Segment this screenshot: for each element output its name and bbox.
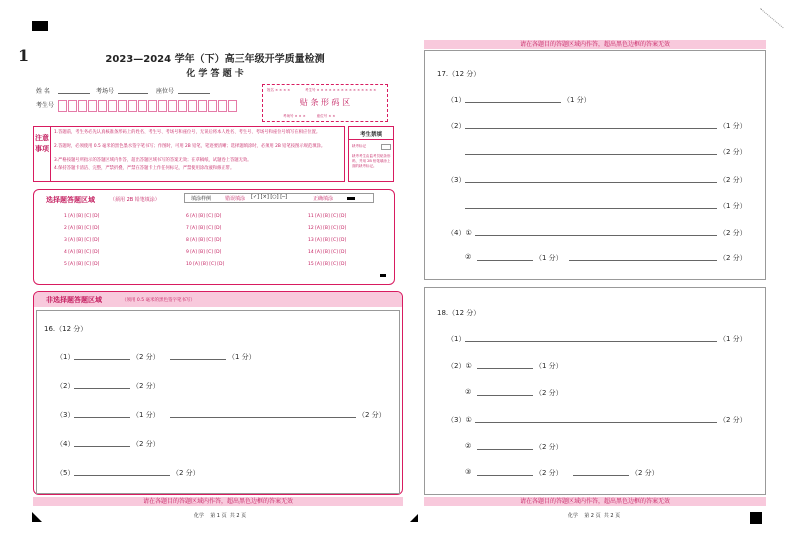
- choice-row[interactable]: 11 [A] [B] [C] [D]: [308, 214, 347, 219]
- q18-1-score: （1 分）: [719, 335, 747, 343]
- nonchoice-area: [33, 291, 403, 495]
- corner-mark-top-right: [759, 8, 783, 29]
- choice-row[interactable]: 1 [A] [B] [C] [D]: [64, 214, 100, 219]
- forbidden-box: [348, 126, 394, 182]
- choice-row[interactable]: 4 [A] [B] [C] [D]: [64, 250, 100, 255]
- q18-3c-blank-a[interactable]: [477, 475, 533, 476]
- page-title: 2023—2024 学年（下）高三年级开学质量检测: [105, 54, 325, 65]
- right-fill-icon: [347, 197, 355, 200]
- notice-item-3: 3.严格按题号所指示的答题区域内作答，超出答题区域书写的答案无效；在草稿纸、试题卷上答题无效。: [54, 158, 252, 163]
- q16-1-label: （1）: [56, 353, 75, 361]
- corner-mark-bottom-right: [750, 512, 762, 524]
- q17-1-score: （1 分）: [563, 96, 591, 104]
- q17-box: [424, 50, 766, 280]
- q16-box: [36, 310, 400, 494]
- name-field[interactable]: [58, 93, 90, 94]
- barcode-area: [262, 84, 388, 122]
- q17-4-blank-a[interactable]: [475, 235, 717, 236]
- exam-room-label: 考场号: [96, 88, 115, 95]
- page2-top-warning: 请在各题目的答题区域内作答，超出黑色边框的答案无效: [424, 40, 766, 49]
- q17-3-score-a: （2 分）: [719, 176, 747, 184]
- name-label: 姓 名: [36, 88, 50, 95]
- q16-5-score: （2 分）: [172, 469, 200, 477]
- q18-3b-score: （2 分）: [535, 443, 563, 451]
- q18-2-score: （1 分）: [535, 362, 563, 370]
- q16-4-label: （4）: [56, 440, 75, 448]
- q16-2-blank[interactable]: [74, 388, 130, 389]
- q17-4b-label: ②: [465, 253, 472, 261]
- q18-3-score: （2 分）: [719, 416, 747, 424]
- forbidden-text: 缺考考生由监考员贴条形码，并用 2B 铅笔填涂上面的缺考标记。: [352, 154, 391, 168]
- notice-item-1: 1.答题前，考生务必先认真核准条形码上的姓名、考生号、考场号和座位号，无误后将本人姓名、考生号、考场号和座位号填写在相应位置。: [54, 130, 321, 135]
- q17-4-score-a: （2 分）: [719, 229, 747, 237]
- seat-field[interactable]: [178, 93, 210, 94]
- q17-4b-score-a: （1 分）: [535, 254, 563, 262]
- barcode-top-left: 姓名 × × × ×: [267, 88, 291, 92]
- notice-item-2: 2.答题时，必须使用 0.5 毫米的黑色墨水签字笔书写；作图时，可用 2B 铅笔，笔迹要清晰；选择题填涂时，必须用 2B 铅笔按图示规范填涂。: [54, 144, 326, 149]
- q17-3-label: （3）: [447, 176, 466, 184]
- page2-footer: 化学 第 2 页 共 2 页: [567, 513, 621, 519]
- q16-2-score: （2 分）: [132, 382, 160, 390]
- q17-4-label: （4）①: [447, 229, 472, 237]
- q16-4-blank[interactable]: [74, 446, 130, 447]
- q18-2b-score: （2 分）: [535, 389, 563, 397]
- page-number: 1: [18, 46, 30, 65]
- q18-2b-blank[interactable]: [477, 395, 533, 396]
- fill-example-label: 填涂样例: [191, 196, 212, 202]
- q18-2b-label: ②: [465, 388, 472, 396]
- choice-title: 选择题答题区域: [46, 196, 95, 204]
- q18-3c-score-a: （2 分）: [535, 469, 563, 477]
- q17-2-blank-a[interactable]: [465, 128, 717, 129]
- q16-5-blank[interactable]: [74, 475, 170, 476]
- q16-2-label: （2）: [56, 382, 75, 390]
- wrong-fill-icons: [✓] [×] [○] [─]: [251, 194, 288, 200]
- q17-1-label: （1）: [447, 96, 466, 104]
- exam-room-field[interactable]: [118, 93, 148, 94]
- q17-3-blank-a[interactable]: [465, 182, 717, 183]
- q16-1-score-a: （2 分）: [132, 353, 160, 361]
- choice-row[interactable]: 3 [A] [B] [C] [D]: [64, 238, 100, 243]
- student-id-label: 考生号: [36, 102, 55, 109]
- q18-3-blank[interactable]: [475, 422, 717, 423]
- choice-row[interactable]: 13 [A] [B] [C] [D]: [308, 238, 347, 243]
- q18-3c-label: ③: [465, 468, 472, 476]
- notice-heading: 注意事项: [35, 134, 49, 153]
- absence-mark-box[interactable]: [381, 144, 391, 150]
- q18-3-label: （3）①: [447, 416, 472, 424]
- q17-4b-blank-b[interactable]: [569, 260, 717, 261]
- corner-mark-top-left: [32, 21, 48, 31]
- q18-box: [424, 287, 766, 495]
- student-id-boxes[interactable]: [58, 97, 238, 116]
- choice-note: （须用 2B 铅笔填涂）: [110, 197, 160, 203]
- q16-4-score: （2 分）: [132, 440, 160, 448]
- notice-item-4: 4.保持答题卡清洁、完整，严禁折叠，严禁在答题卡上作任何标记，严禁使用涂改液和修正带。: [54, 166, 235, 171]
- choice-row[interactable]: 15 [A] [B] [C] [D]: [308, 262, 347, 267]
- choice-row[interactable]: 5 [A] [B] [C] [D]: [64, 262, 100, 267]
- nonchoice-header: [34, 292, 402, 307]
- q16-3-score-a: （1 分）: [132, 411, 160, 419]
- page-subtitle: 化 学 答 题 卡: [186, 69, 244, 79]
- page2-bottom-warning: 请在各题目的答题区域内作答，超出黑色边框的答案无效: [424, 497, 766, 506]
- corner-mark-bottom-left: [32, 512, 42, 522]
- q18-heading: 18.（12 分）: [437, 309, 481, 317]
- q17-2-blank-b[interactable]: [465, 154, 717, 155]
- choice-row[interactable]: 12 [A] [B] [C] [D]: [308, 226, 347, 231]
- choice-row[interactable]: 9 [A] [B] [C] [D]: [186, 250, 222, 255]
- q17-4b-score-b: （2 分）: [719, 254, 747, 262]
- q16-3-blank-b[interactable]: [170, 417, 356, 418]
- q16-3-blank-a[interactable]: [74, 417, 130, 418]
- q18-1-blank[interactable]: [465, 341, 717, 342]
- q17-3-blank-b[interactable]: [465, 208, 717, 209]
- q16-1-blank-a[interactable]: [74, 359, 130, 360]
- barcode-label: 贴 条 形 码 区: [299, 98, 351, 107]
- seat-label: 座位号: [156, 88, 175, 95]
- choice-row[interactable]: 2 [A] [B] [C] [D]: [64, 226, 100, 231]
- barcode-top-right: 考生号 × × × × × × × × × × × × × × ×: [305, 88, 377, 92]
- q18-3c-score-b: （2 分）: [631, 469, 659, 477]
- page1-footer: 化学 第 1 页 共 2 页: [193, 513, 247, 519]
- fill-example-box: [184, 193, 374, 203]
- q17-2-score-a: （1 分）: [719, 122, 747, 130]
- q16-5-label: （5）: [56, 469, 75, 477]
- q18-2-label: （2）①: [447, 362, 472, 370]
- right-fill-label: 正确填涂: [313, 196, 334, 202]
- wrong-fill-label: 错误填涂: [225, 196, 246, 202]
- q16-1-score-b: （1 分）: [228, 353, 256, 361]
- q18-3b-blank[interactable]: [477, 449, 533, 450]
- barcode-bottom: 考场号 × × × 座位号 × ×: [283, 114, 336, 118]
- q18-1-label: （1）: [447, 335, 466, 343]
- q17-4b-blank-a[interactable]: [477, 260, 533, 261]
- q17-1-blank[interactable]: [465, 102, 561, 103]
- q17-2-label: （2）: [447, 122, 466, 130]
- q16-1-blank-b[interactable]: [170, 359, 226, 360]
- q18-2-blank[interactable]: [477, 368, 533, 369]
- q16-heading: 16.（12 分）: [44, 325, 88, 333]
- corner-mark-mid-bottom: [410, 514, 418, 522]
- choice-row[interactable]: 14 [A] [B] [C] [D]: [308, 250, 347, 255]
- nonchoice-note: （须用 0.5 毫米的黑色签字笔书写）: [122, 298, 196, 303]
- forbidden-heading: 考生禁填: [359, 132, 382, 138]
- nonchoice-title: 非选择题答题区域: [46, 296, 102, 304]
- choice-row[interactable]: 6 [A] [B] [C] [D]: [186, 214, 222, 219]
- choice-row[interactable]: 10 [A] [B] [C] [D]: [186, 262, 225, 267]
- choice-row[interactable]: 8 [A] [B] [C] [D]: [186, 238, 222, 243]
- notice-box: [33, 126, 345, 182]
- q17-heading: 17.（12 分）: [437, 70, 481, 78]
- choice-end-mark: [380, 274, 386, 277]
- page1-bottom-warning: 请在各题目的答题区域内作答，超出黑色边框的答案无效: [33, 497, 403, 506]
- choice-area: [33, 189, 395, 285]
- q16-3-score-b: （2 分）: [358, 411, 386, 419]
- q18-3c-blank-b[interactable]: [573, 475, 629, 476]
- q18-3b-label: ②: [465, 442, 472, 450]
- choice-row[interactable]: 7 [A] [B] [C] [D]: [186, 226, 222, 231]
- q16-3-label: （3）: [56, 411, 75, 419]
- absence-mark-label: 缺考标记: [352, 144, 366, 148]
- q17-3-score-b: （1 分）: [719, 202, 747, 210]
- q17-2-score-b: （2 分）: [719, 148, 747, 156]
